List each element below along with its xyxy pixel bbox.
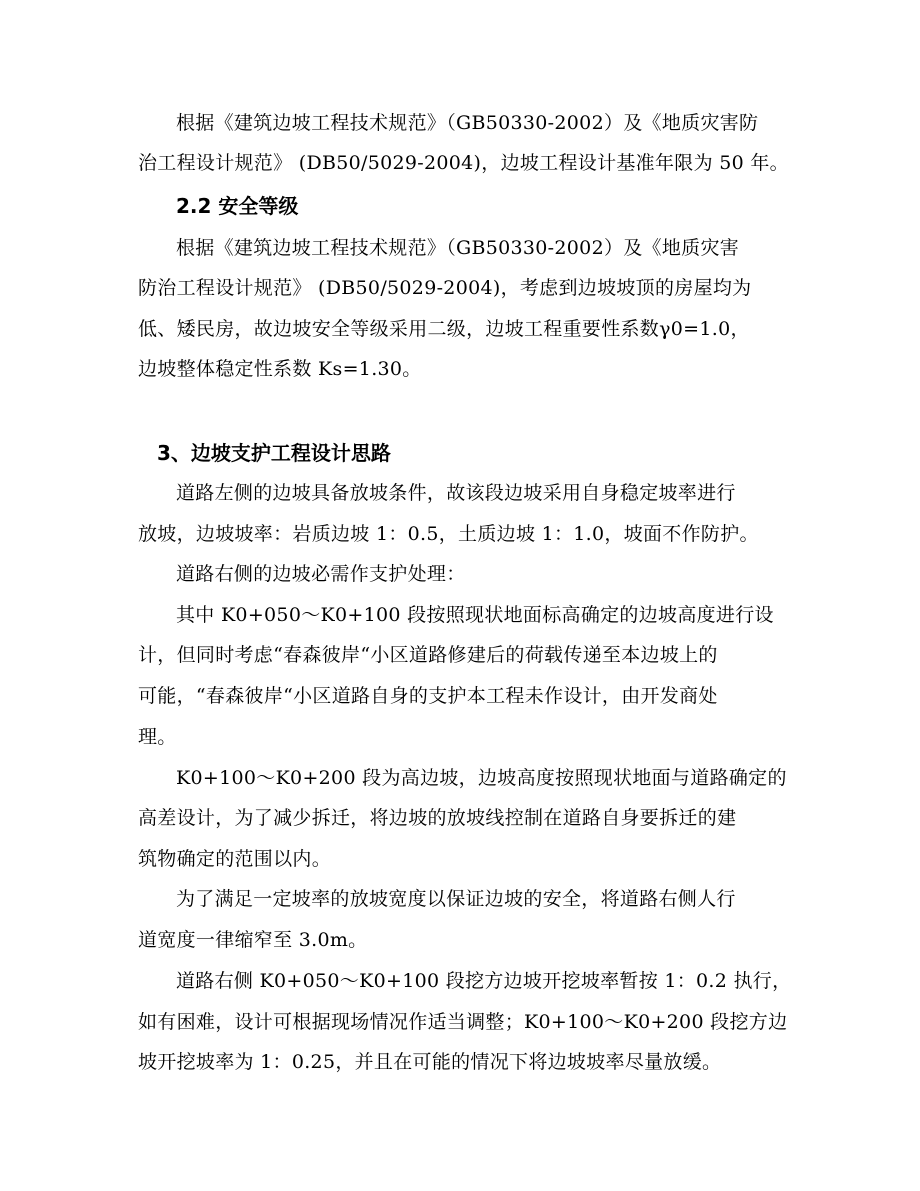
paragraph-2-line-2: 防治工程设计规范》 (DB50/5029-2004)，考虑到边坡坡顶的房屋均为 bbox=[138, 277, 752, 299]
paragraph-5-line-1: 其中 K0+050～K0+100 段按照现状地面标高确定的边坡高度进行设 bbox=[176, 604, 774, 626]
paragraph-1-line-1: 根据《建筑边坡工程技术规范》（GB50330-2002）及《地质灾害防 bbox=[176, 112, 759, 134]
paragraph-8-line-2: 如有困难，设计可根据现场情况作适当调整；K0+100～K0+200 段挖方边 bbox=[138, 1011, 788, 1033]
paragraph-7-line-2: 道宽度一律缩窄至 3.0m。 bbox=[138, 929, 368, 951]
paragraph-6-line-1: K0+100～K0+200 段为高边坡，边坡高度按照现状地面与道路确定的 bbox=[176, 767, 787, 789]
paragraph-8-line-3: 坡开挖坡率为 1：0.25，并且在可能的情况下将边坡坡率尽量放缓。 bbox=[138, 1051, 722, 1073]
paragraph-5-line-3: 可能，“春森彼岸“小区道路自身的支护本工程未作设计，由开发商处 bbox=[138, 685, 718, 707]
section-heading-2-2: 2.2 安全等级 bbox=[176, 194, 299, 218]
paragraph-2-line-3: 低、矮民房，故边坡安全等级采用二级，边坡工程重要性系数γ0=1.0， bbox=[138, 318, 750, 340]
paragraph-2-line-4: 边坡整体稳定性系数 Ks=1.30。 bbox=[138, 358, 422, 380]
paragraph-1-line-2: 治工程设计规范》 (DB50/5029-2004)，边坡工程设计基准年限为 50 年。 bbox=[138, 152, 789, 174]
paragraph-8-line-1: 道路右侧 K0+050～K0+100 段挖方边坡开挖坡率暂按 1：0.2 执行， bbox=[176, 970, 792, 992]
paragraph-4-line-1: 道路右侧的边坡必需作支护处理： bbox=[176, 563, 466, 585]
paragraph-6-line-3: 筑物确定的范围以内。 bbox=[138, 848, 332, 870]
paragraph-3-line-2: 放坡，边坡坡率：岩质边坡 1：0.5，土质边坡 1：1.0，坡面不作防护。 bbox=[138, 523, 759, 545]
paragraph-7-line-1: 为了满足一定坡率的放坡宽度以保证边坡的安全，将道路右侧人行 bbox=[176, 888, 736, 910]
section-heading-3: 3、边坡支护工程设计思路 bbox=[157, 441, 391, 465]
paragraph-3-line-1: 道路左侧的边坡具备放坡条件，故该段边坡采用自身稳定坡率进行 bbox=[176, 482, 736, 504]
paragraph-6-line-2: 高差设计，为了减少拆迁，将边坡的放坡线控制在道路自身要拆迁的建 bbox=[138, 807, 737, 829]
paragraph-5-line-4: 理。 bbox=[138, 726, 177, 748]
paragraph-5-line-2: 计，但同时考虑“春森彼岸“小区道路修建后的荷载传递至本边坡上的 bbox=[138, 644, 718, 666]
paragraph-2-line-1: 根据《建筑边坡工程技术规范》（GB50330-2002）及《地质灾害 bbox=[176, 237, 740, 259]
